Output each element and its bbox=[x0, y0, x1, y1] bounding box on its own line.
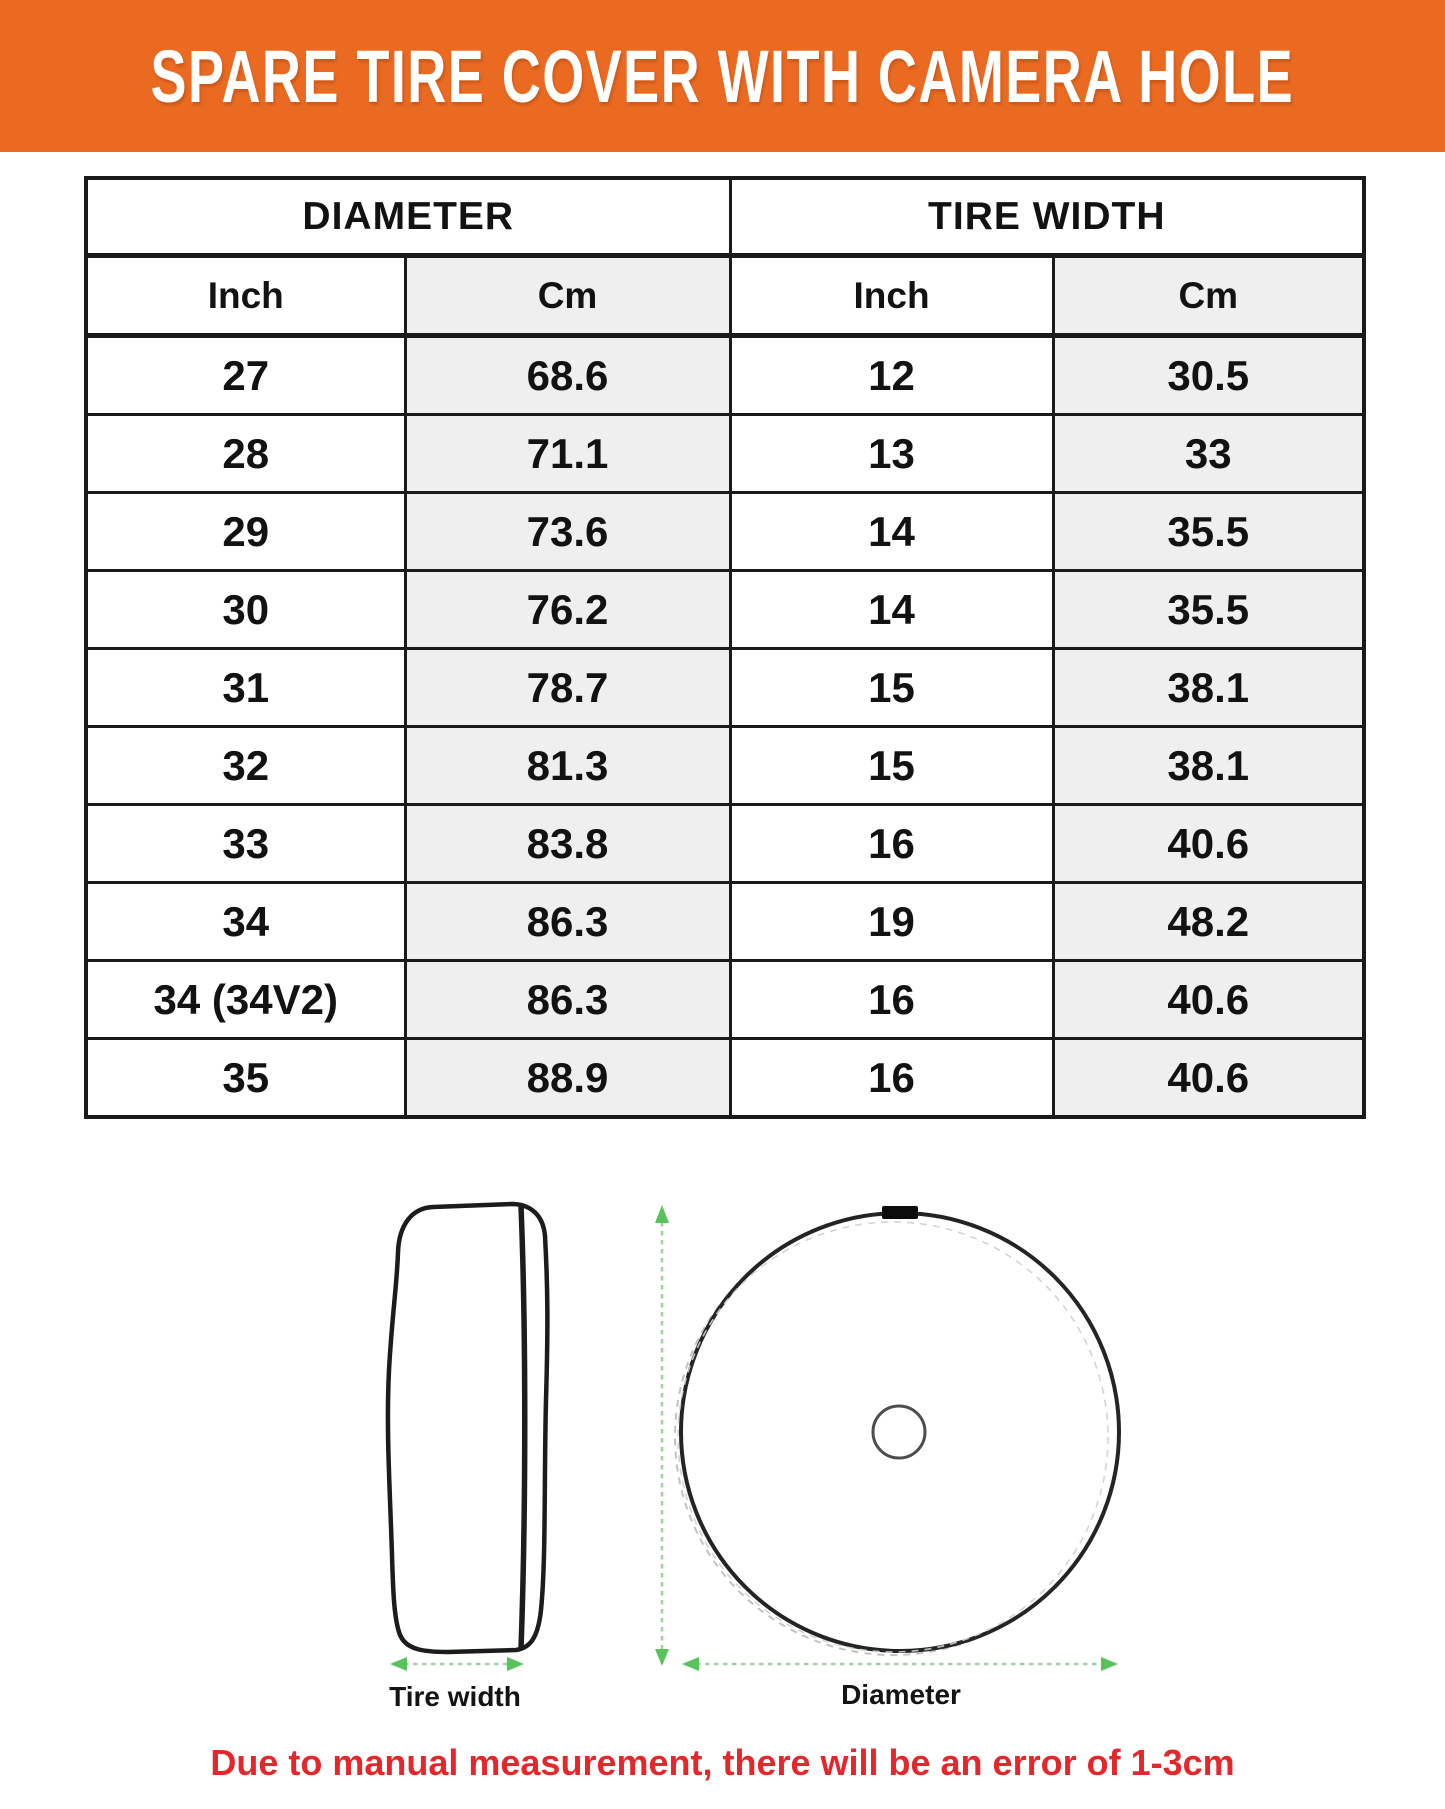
valve-notch bbox=[882, 1206, 918, 1219]
header-banner bbox=[0, 0, 1445, 152]
table-cell: 15 bbox=[730, 649, 1053, 727]
subheader-width-cm: Cm bbox=[1053, 256, 1364, 336]
table-cell: 12 bbox=[730, 336, 1053, 415]
table-cell: 48.2 bbox=[1053, 883, 1364, 961]
table-cell: 30 bbox=[86, 571, 405, 649]
table-cell: 83.8 bbox=[405, 805, 730, 883]
table-cell: 73.6 bbox=[405, 493, 730, 571]
tire-diagram bbox=[0, 1150, 1445, 1740]
subheader-diameter-cm: Cm bbox=[405, 256, 730, 336]
table-row bbox=[86, 727, 1364, 805]
table-subheader-row bbox=[86, 256, 1364, 336]
table-cell: 86.3 bbox=[405, 961, 730, 1039]
table-cell: 76.2 bbox=[405, 571, 730, 649]
table-row bbox=[86, 571, 1364, 649]
table-cell: 14 bbox=[730, 493, 1053, 571]
table-cell: 34 bbox=[86, 883, 405, 961]
table-row bbox=[86, 415, 1364, 493]
table-cell: 40.6 bbox=[1053, 961, 1364, 1039]
table-cell: 38.1 bbox=[1053, 727, 1364, 805]
table-cell: 13 bbox=[730, 415, 1053, 493]
subheader-diameter-inch: Inch bbox=[86, 256, 405, 336]
column-header-diameter: DIAMETER bbox=[86, 178, 730, 256]
table-row bbox=[86, 336, 1364, 415]
table-cell: 78.7 bbox=[405, 649, 730, 727]
table-cell: 30.5 bbox=[1053, 336, 1364, 415]
table-cell: 32 bbox=[86, 727, 405, 805]
table-cell: 35.5 bbox=[1053, 571, 1364, 649]
table-cell: 33 bbox=[86, 805, 405, 883]
table-cell: 88.9 bbox=[405, 1039, 730, 1118]
table-cell: 19 bbox=[730, 883, 1053, 961]
measurement-note: Due to manual measurement, there will be an error of 1-3cm bbox=[210, 1742, 1235, 1783]
table-row bbox=[86, 493, 1364, 571]
diameter-arrow bbox=[682, 1657, 1118, 1671]
size-table bbox=[84, 176, 1366, 1119]
table-cell: 40.6 bbox=[1053, 805, 1364, 883]
table-row bbox=[86, 805, 1364, 883]
table-cell: 38.1 bbox=[1053, 649, 1364, 727]
table-cell: 35 bbox=[86, 1039, 405, 1118]
subheader-width-inch: Inch bbox=[730, 256, 1053, 336]
tire-width-label: Tire width bbox=[389, 1681, 521, 1712]
table-section-header-row bbox=[86, 178, 1364, 256]
table-cell: 86.3 bbox=[405, 883, 730, 961]
tire-side-view-icon bbox=[388, 1204, 547, 1652]
table-cell: 40.6 bbox=[1053, 1039, 1364, 1118]
table-row bbox=[86, 1039, 1364, 1118]
table-cell: 34 (34V2) bbox=[86, 961, 405, 1039]
table-cell: 29 bbox=[86, 493, 405, 571]
diameter-vertical-arrow bbox=[655, 1205, 669, 1666]
table-cell: 16 bbox=[730, 1039, 1053, 1118]
table-cell: 31 bbox=[86, 649, 405, 727]
tire-front-view-icon bbox=[675, 1206, 1119, 1655]
table-cell: 14 bbox=[730, 571, 1053, 649]
table-cell: 27 bbox=[86, 336, 405, 415]
table-cell: 16 bbox=[730, 805, 1053, 883]
table-cell: 16 bbox=[730, 961, 1053, 1039]
table-row bbox=[86, 883, 1364, 961]
table-cell: 15 bbox=[730, 727, 1053, 805]
table-row bbox=[86, 649, 1364, 727]
table-cell: 81.3 bbox=[405, 727, 730, 805]
size-table-body bbox=[86, 336, 1364, 1118]
camera-hole bbox=[873, 1406, 925, 1458]
table-cell: 71.1 bbox=[405, 415, 730, 493]
tire-width-arrow bbox=[390, 1657, 524, 1671]
table-cell: 68.6 bbox=[405, 336, 730, 415]
diameter-label: Diameter bbox=[841, 1679, 961, 1710]
table-row bbox=[86, 961, 1364, 1039]
table-cell: 28 bbox=[86, 415, 405, 493]
table-cell: 35.5 bbox=[1053, 493, 1364, 571]
table-cell: 33 bbox=[1053, 415, 1364, 493]
page-title: SPARE TIRE COVER WITH CAMERA HOLE bbox=[150, 34, 1295, 118]
column-header-tire-width: TIRE WIDTH bbox=[730, 178, 1364, 256]
